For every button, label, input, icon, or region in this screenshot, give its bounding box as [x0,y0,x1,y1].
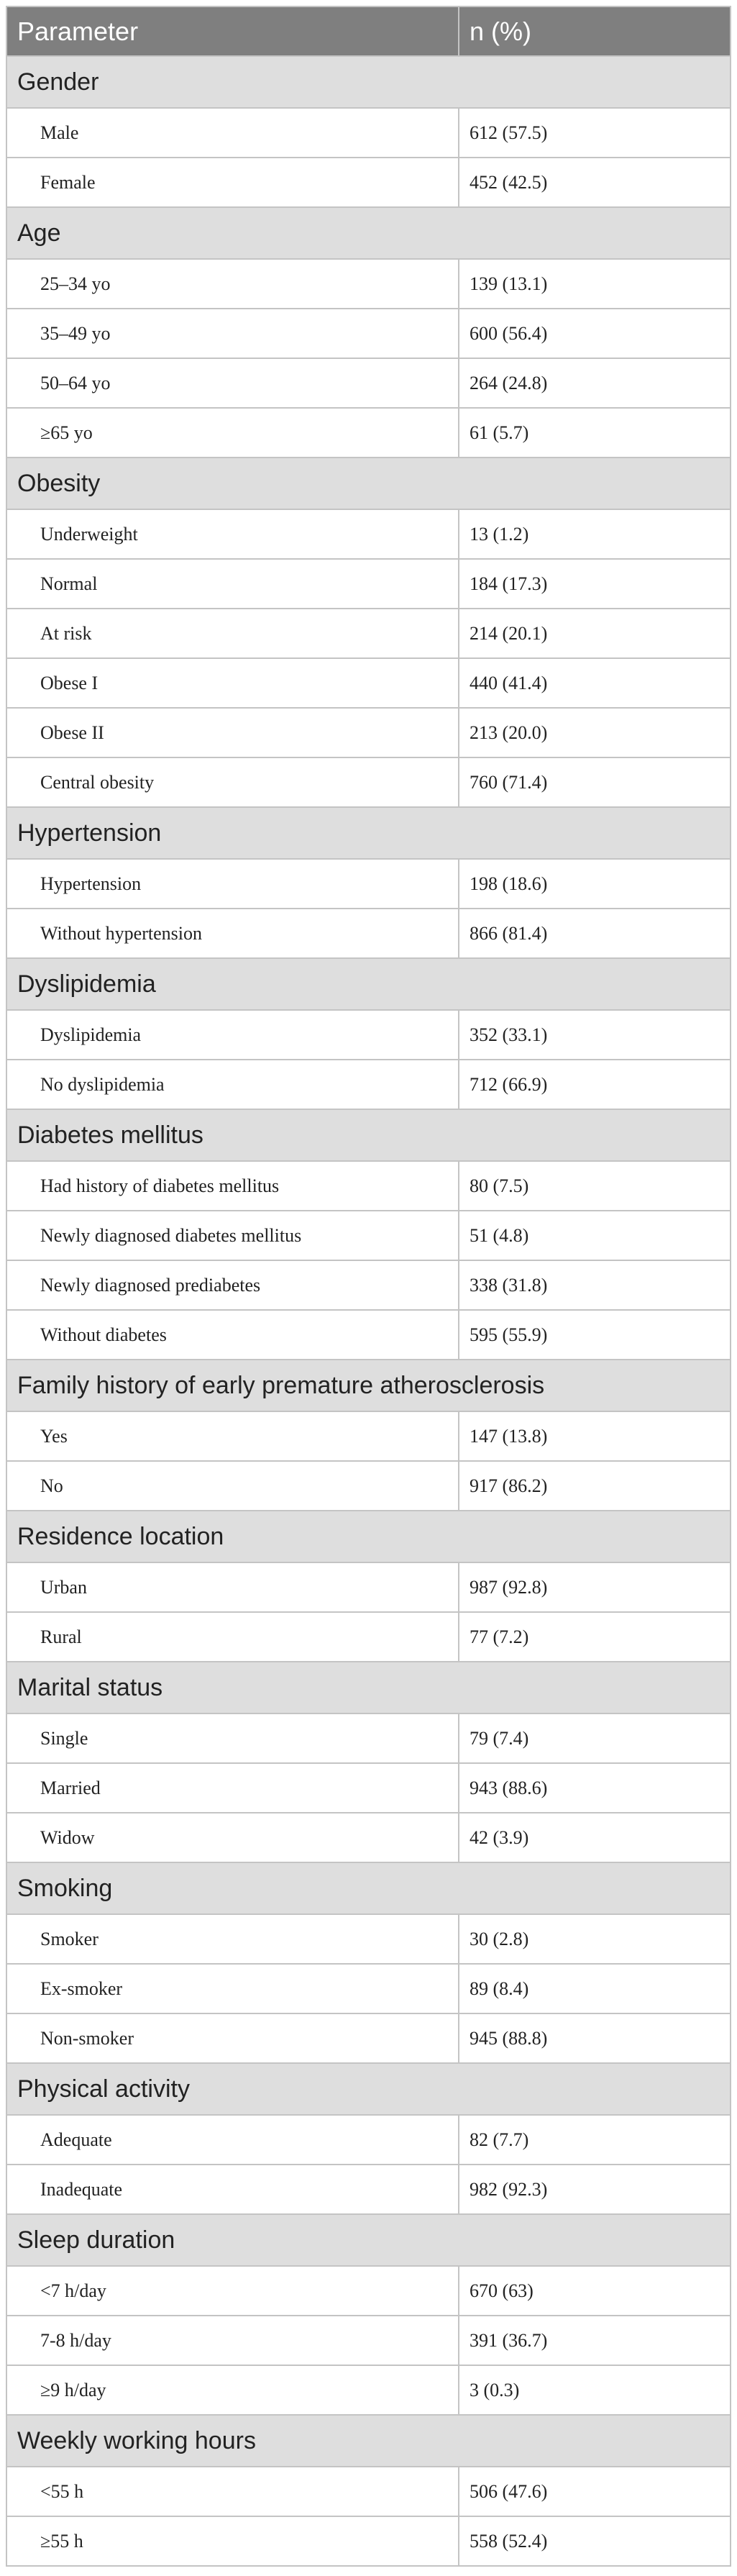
row-label: Newly diagnosed diabetes mellitus [6,1211,459,1260]
row-value: 506 (47.6) [459,2467,731,2516]
category-title: Smoking [6,1862,731,1914]
row-value: 79 (7.4) [459,1713,731,1763]
row-label: Underweight [6,509,459,559]
table-row [6,1964,731,2013]
row-value: 600 (56.4) [459,309,731,358]
row-label: ≥9 h/day [6,2365,459,2415]
row-label: Adequate [6,2115,459,2165]
row-label: Without hypertension [6,909,459,958]
table-row [6,859,731,909]
table-row [6,1813,731,1862]
row-label: Single [6,1713,459,1763]
row-value: 77 (7.2) [459,1612,731,1662]
table-row [6,509,731,559]
row-value: 147 (13.8) [459,1411,731,1461]
row-value: 595 (55.9) [459,1310,731,1360]
row-label: Inadequate [6,2165,459,2214]
row-value: 917 (86.2) [459,1461,731,1511]
table-body [6,56,731,2566]
row-label: Had history of diabetes mellitus [6,1161,459,1211]
row-value: 198 (18.6) [459,859,731,909]
table-row [6,757,731,807]
row-value: 612 (57.5) [459,108,731,158]
row-value: 80 (7.5) [459,1161,731,1211]
row-label: Without diabetes [6,1310,459,1360]
row-label: Obese II [6,708,459,757]
row-label: Male [6,108,459,158]
table-row [6,2516,731,2566]
row-value: 184 (17.3) [459,559,731,609]
row-value: 3 (0.3) [459,2365,731,2415]
table-row [6,158,731,207]
row-label: Ex-smoker [6,1964,459,2013]
row-label: 35–49 yo [6,309,459,358]
table-row [6,108,731,158]
table-row [6,1010,731,1060]
table-row [6,1161,731,1211]
row-value: 866 (81.4) [459,909,731,958]
table-row [6,708,731,757]
row-value: 338 (31.8) [459,1260,731,1310]
category-title: Age [6,207,731,259]
row-value: 82 (7.7) [459,2115,731,2165]
row-label: 7-8 h/day [6,2316,459,2365]
row-label: ≥65 yo [6,408,459,458]
row-label: Obese I [6,658,459,708]
table-row [6,358,731,408]
table-row [6,309,731,358]
row-value: 943 (88.6) [459,1763,731,1813]
row-value: 440 (41.4) [459,658,731,708]
table-row [6,1411,731,1461]
table-row [6,2266,731,2316]
table-row [6,2316,731,2365]
row-value: 558 (52.4) [459,2516,731,2566]
row-label: Dyslipidemia [6,1010,459,1060]
category-title: Diabetes mellitus [6,1109,731,1161]
row-label: Hypertension [6,859,459,909]
row-label: ≥55 h [6,2516,459,2566]
category-row [6,1109,731,1161]
category-row [6,458,731,509]
category-title: Obesity [6,458,731,509]
row-label: 50–64 yo [6,358,459,408]
row-label: Smoker [6,1914,459,1964]
category-row [6,1360,731,1411]
row-label: Rural [6,1612,459,1662]
table-row [6,1713,731,1763]
category-row [6,2063,731,2115]
category-title: Hypertension [6,807,731,859]
header-row [6,6,731,56]
table-row [6,1914,731,1964]
row-value: 13 (1.2) [459,509,731,559]
row-value: 89 (8.4) [459,1964,731,2013]
category-row [6,807,731,859]
category-title: Physical activity [6,2063,731,2115]
category-row [6,56,731,108]
table-row [6,408,731,458]
table-row [6,2165,731,2214]
category-title: Gender [6,56,731,108]
row-value: 51 (4.8) [459,1211,731,1260]
table-row [6,2013,731,2063]
row-value: 391 (36.7) [459,2316,731,2365]
category-row [6,1662,731,1713]
row-label: At risk [6,609,459,658]
table-row [6,1310,731,1360]
row-label: <7 h/day [6,2266,459,2316]
category-row [6,958,731,1010]
row-label: Non-smoker [6,2013,459,2063]
category-row [6,2415,731,2467]
category-title: Marital status [6,1662,731,1713]
row-label: <55 h [6,2467,459,2516]
row-label: No [6,1461,459,1511]
row-value: 30 (2.8) [459,1914,731,1964]
category-title: Family history of early premature atherosclerosis [6,1360,731,1411]
row-value: 712 (66.9) [459,1060,731,1109]
table-row [6,1060,731,1109]
row-label: 25–34 yo [6,259,459,309]
row-label: Yes [6,1411,459,1461]
table-row [6,2365,731,2415]
row-value: 214 (20.1) [459,609,731,658]
header-parameter: Parameter [6,6,459,56]
category-title: Weekly working hours [6,2415,731,2467]
table-row [6,909,731,958]
row-value: 987 (92.8) [459,1562,731,1612]
row-label: No dyslipidemia [6,1060,459,1109]
table-row [6,1763,731,1813]
table-row [6,609,731,658]
row-label: Newly diagnosed prediabetes [6,1260,459,1310]
table-row [6,1461,731,1511]
table-row [6,259,731,309]
table-row [6,2467,731,2516]
row-label: Widow [6,1813,459,1862]
row-label: Central obesity [6,757,459,807]
category-title: Sleep duration [6,2214,731,2266]
category-title: Residence location [6,1511,731,1562]
category-row [6,207,731,259]
table-row [6,1260,731,1310]
row-value: 982 (92.3) [459,2165,731,2214]
row-label: Normal [6,559,459,609]
row-value: 213 (20.0) [459,708,731,757]
row-label: Married [6,1763,459,1813]
row-value: 61 (5.7) [459,408,731,458]
table-row [6,658,731,708]
header-n-percent: n (%) [459,6,731,56]
table-row [6,1612,731,1662]
row-value: 139 (13.1) [459,259,731,309]
row-label: Female [6,158,459,207]
category-title: Dyslipidemia [6,958,731,1010]
row-value: 42 (3.9) [459,1813,731,1862]
row-value: 760 (71.4) [459,757,731,807]
row-value: 945 (88.8) [459,2013,731,2063]
row-value: 670 (63) [459,2266,731,2316]
category-row [6,2214,731,2266]
table-row [6,2115,731,2165]
category-row [6,1862,731,1914]
row-value: 264 (24.8) [459,358,731,408]
data-table [6,6,731,2567]
category-row [6,1511,731,1562]
row-value: 352 (33.1) [459,1010,731,1060]
table-row [6,559,731,609]
row-label: Urban [6,1562,459,1612]
table-row [6,1211,731,1260]
row-value: 452 (42.5) [459,158,731,207]
table-row [6,1562,731,1612]
